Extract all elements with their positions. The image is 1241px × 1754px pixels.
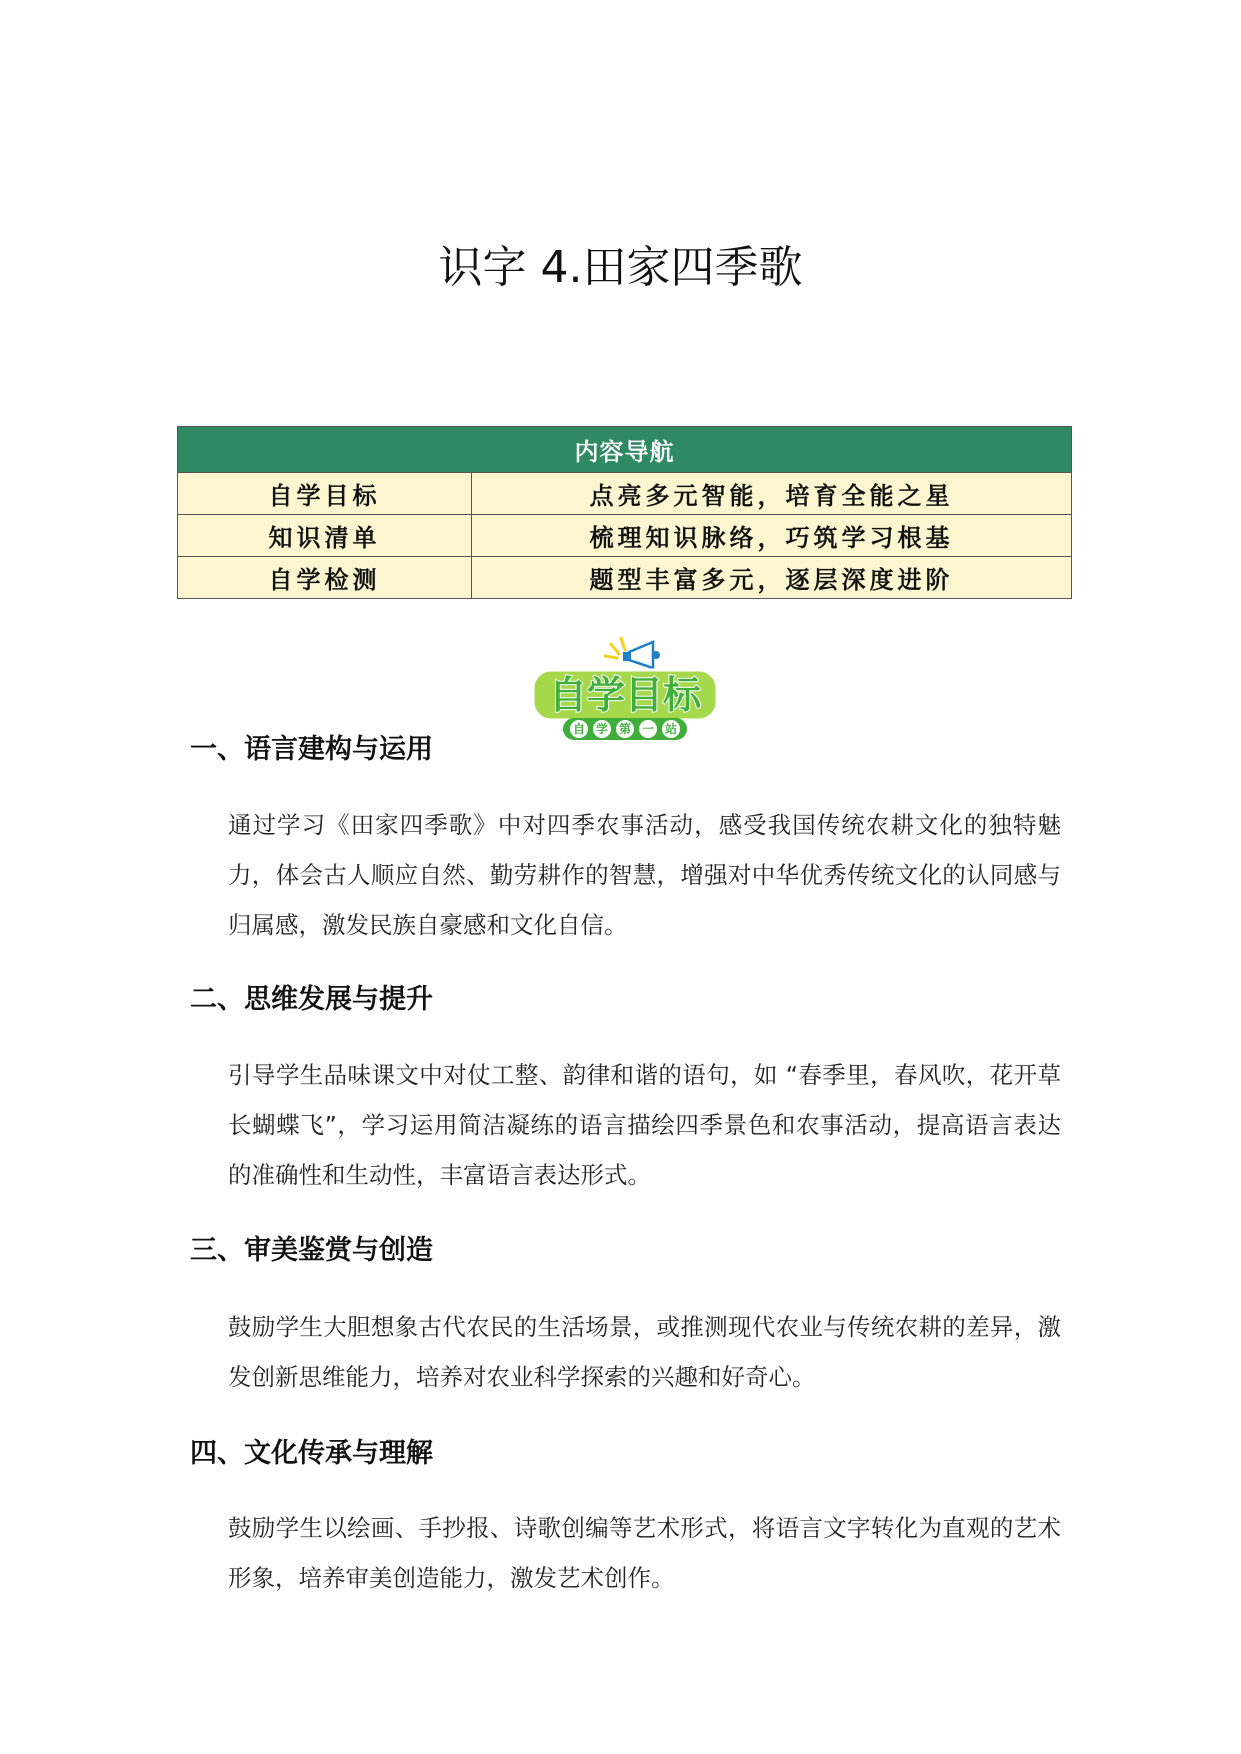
section-heading: 一、语言建构与运用 [190, 734, 433, 765]
nav-row-name: 知识清单 [178, 515, 472, 557]
badge-title: 自学目标 [548, 673, 702, 717]
section-body: 鼓励学生以绘画、手抄报、诗歌创编等艺术形式，将语言文字转化为直观的艺术形象，培养审美创造能力，激发艺术创作。 [228, 1514, 1061, 1592]
nav-header-row [178, 427, 1072, 473]
section-body: 通过学习《田家四季歌》中对四季农事活动，感受我国传统农耕文化的独特魅力，体会古人顺应自然、勤劳耕作的智慧，增强对中华优秀传统文化的认同感与归属感，激发民族自豪感和文化自信。 [228, 811, 1061, 939]
nav-row-name: 自学目标 [178, 473, 472, 515]
section-body: 鼓励学生大胆想象古代农民的生活场景，或推测现代农业与传统农耕的差异，激发创新思维能力，培养对农业科学探索的兴趣和好奇心。 [228, 1313, 1061, 1391]
nav-row-desc: 梳理知识脉络，巧筑学习根基 [472, 515, 1072, 557]
section-heading: 三、审美鉴赏与创造 [190, 1235, 433, 1266]
nav-row [178, 515, 1072, 557]
self-study-goal-badge [525, 630, 725, 745]
page-title: 识字 4.田家四季歌 [438, 242, 803, 293]
section-body: 引导学生品味课文中对仗工整、韵律和谐的语句，如 “春季里，春风吹，花开草长蝴蝶飞”，学习运用简洁凝练的语言描绘四季景色和农事活动，提高语言表达的准确性和生动性，丰富语言表达形式。 [228, 1061, 1061, 1189]
nav-row-name: 自学检测 [178, 557, 472, 599]
nav-row [178, 557, 1072, 599]
nav-row-desc: 题型丰富多元，逐层深度进阶 [472, 557, 1072, 599]
nav-header: 内容导航 [178, 427, 1072, 473]
sparkle-icon [605, 638, 625, 658]
badge-subtitle-char: 第 [618, 722, 632, 736]
nav-row [178, 473, 1072, 515]
badge-subtitle-char: 一 [641, 722, 655, 736]
badge-subtitle-char: 站 [664, 722, 678, 736]
content-nav-table [177, 426, 1072, 599]
section-heading: 二、思维发展与提升 [190, 984, 433, 1015]
badge-subtitle-char: 学 [595, 722, 609, 736]
megaphone-icon [623, 642, 660, 668]
nav-row-desc: 点亮多元智能，培育全能之星 [472, 473, 1072, 515]
badge-subtitle-char: 自 [572, 722, 586, 736]
section-heading: 四、文化传承与理解 [190, 1438, 433, 1469]
